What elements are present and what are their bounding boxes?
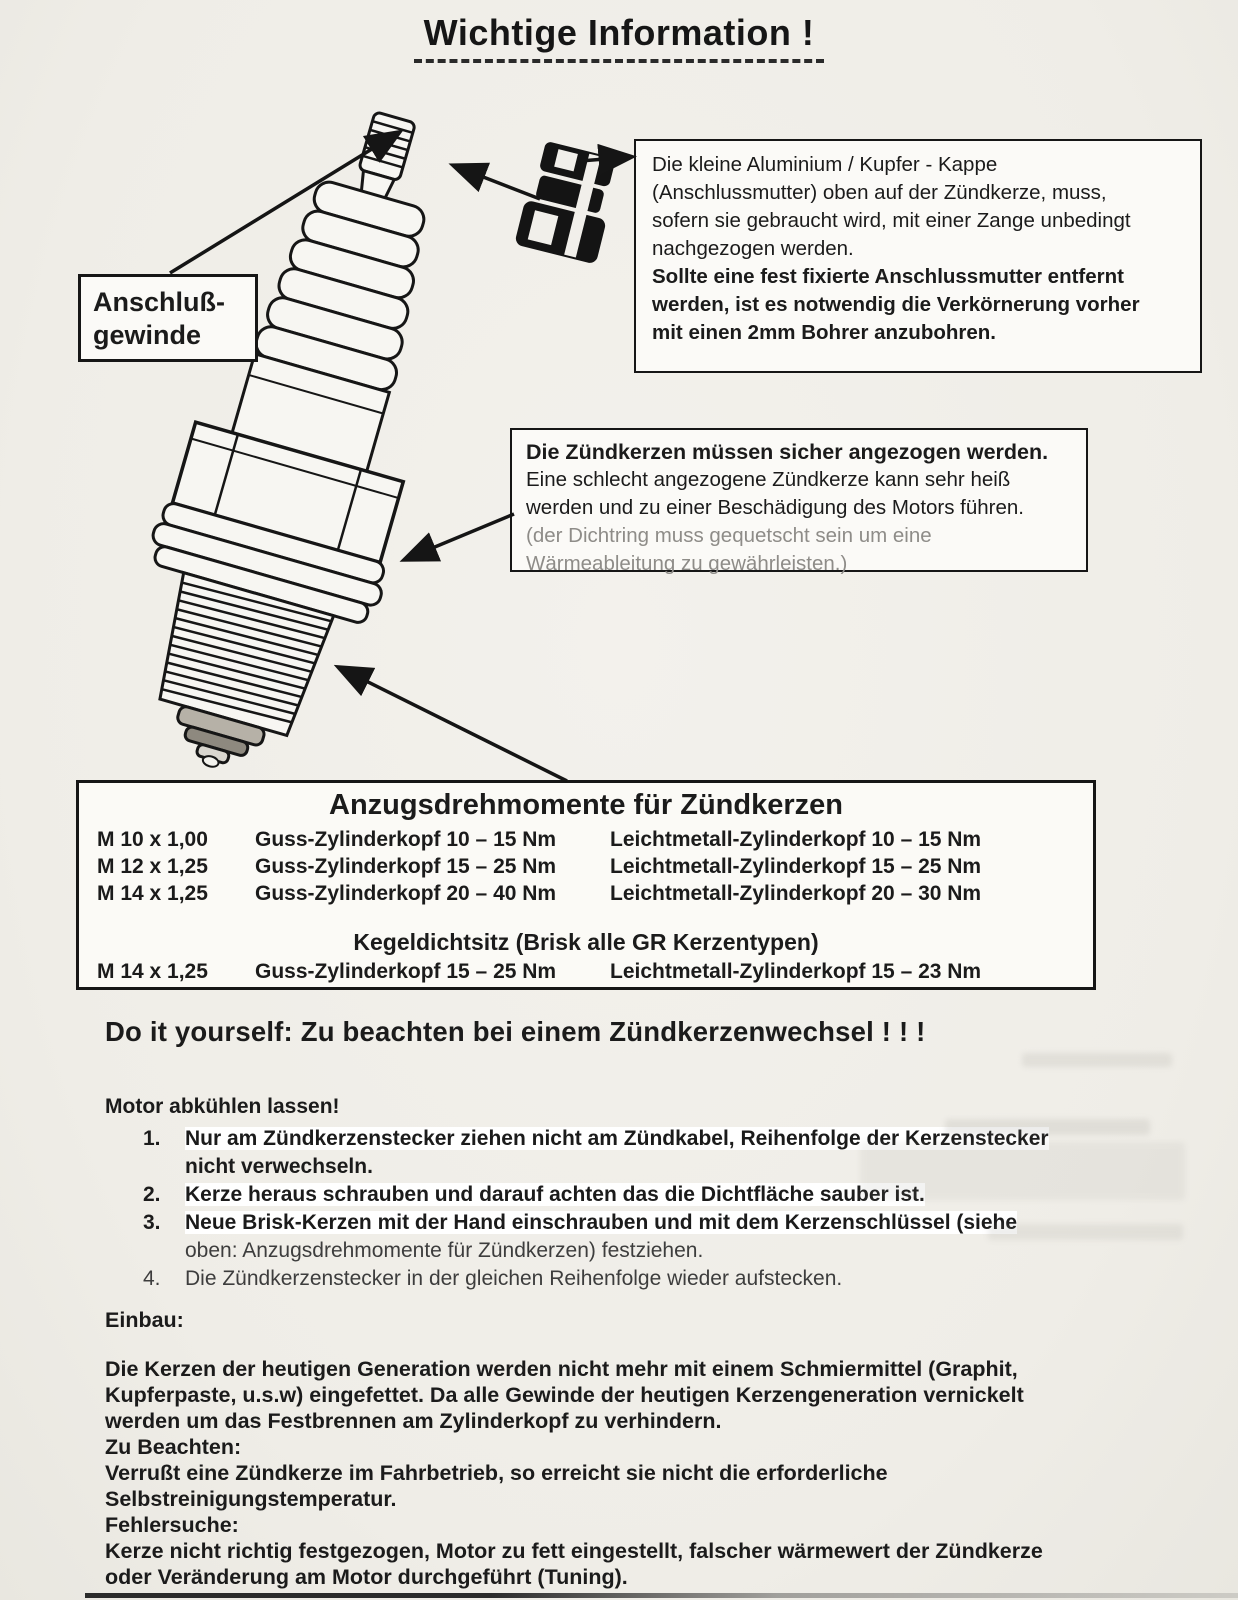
installation-line: Die Kerzen der heutigen Generation werden nicht mehr mit einem Schmiermittel (Graphit, [105,1357,1018,1381]
alloy-head-torque: Leichtmetall-Zylinderkopf 10 – 15 Nm [610,828,982,851]
scan-bleed-smudge [988,1224,1183,1240]
diy-intro: Motor abkühlen lassen! [105,1095,340,1118]
step-text: Kerze heraus schrauben und darauf achten das die Dichtfläche sauber ist. [185,1183,925,1206]
note-heading: Zu Beachten: [105,1435,242,1459]
scan-bleed-smudge [1022,1053,1172,1067]
cap-note-bold-line: mit einen 2mm Bohrer anzubohren. [652,321,996,344]
thread-label-line1: Anschluß- [93,287,225,317]
thread-size: M 10 x 1,00 [97,828,208,851]
step-number: 1. [143,1127,161,1150]
step-number: 3. [143,1211,161,1234]
cast-head-torque: Guss-Zylinderkopf 10 – 15 Nm [255,828,557,851]
tighten-note-faded-line: Wärmeableitung zu gewährleisten.) [526,552,848,575]
scan-bleed-smudge [860,1142,1185,1200]
tighten-note-box [510,428,1088,575]
torque-table-row [79,958,1093,985]
torque-table-row [79,853,1093,880]
cap-note-line: sofern sie gebraucht wird, mit einer Zange unbedingt [652,209,1131,232]
tighten-note-headline: Die Zündkerzen müssen sicher angezogen werden. [526,440,1049,464]
troubleshooting-line: oder Veränderung am Motor durchgeführt (Tuning). [105,1565,628,1589]
tighten-note-line: werden und zu einer Beschädigung des Motors führen. [526,496,1025,519]
diy-step-4 [105,1265,1115,1293]
step-number: 4. [143,1267,161,1290]
torque-table [76,780,1096,990]
tighten-note-faded-line: (der Dichtring muss gequetscht sein um eine [526,524,932,547]
page-title [0,12,1238,63]
installation-line: werden um das Festbrennen am Zylinderkopf zu verhindern. [105,1409,722,1433]
cap-note-line: Die kleine Aluminium / Kupfer - Kappe [652,153,998,176]
cast-head-torque: Guss-Zylinderkopf 15 – 25 Nm [255,855,557,878]
thread-size: M 14 x 1,25 [97,882,208,905]
cap-note-bold-line: Sollte eine fest fixierte Anschlussmutter entfernt [652,265,1124,288]
alloy-head-torque: Leichtmetall-Zylinderkopf 15 – 23 Nm [610,960,982,983]
torque-table-title: Anzugsdrehmomente für Zündkerzen [329,789,843,821]
torque-table-row [79,880,1093,907]
diy-heading: Do it yourself: Zu beachten bei einem Zündkerzenwechsel ! ! ! [105,1016,926,1047]
connector-cap-icon [498,140,638,272]
tighten-note-line: Eine schlecht angezogene Zündkerze kann sehr heiß [526,468,1011,491]
note-line: Selbstreinigungstemperatur. [105,1487,397,1511]
troubleshooting-line: Kerze nicht richtig festgezogen, Motor zu fett eingestellt, falscher wärmewert der Zündkerze [105,1539,1043,1563]
step-text: oben: Anzugsdrehmomente für Zündkerzen) festziehen. [185,1239,704,1262]
diy-step-3 [105,1209,1115,1265]
step-text: Nur am Zündkerzenstecker ziehen nicht am Zündkabel, Reihenfolge der Kerzenstecker [185,1127,1049,1150]
step-text: Neue Brisk-Kerzen mit der Hand einschrauben und mit dem Kerzenschlüssel (siehe [185,1211,1018,1234]
installation-line: Kupferpaste, u.s.w) eingefettet. Da alle Gewinde der heutigen Kerzengeneration vernickelt [105,1383,1024,1407]
cap-note-box [634,139,1202,373]
cast-head-torque: Guss-Zylinderkopf 20 – 40 Nm [255,882,557,905]
step-text: nicht verwechseln. [185,1155,373,1178]
note-line: Verrußt eine Zündkerze im Fahrbetrieb, so erreicht sie nicht die erforderliche [105,1461,888,1485]
installation-section [105,1307,1115,1590]
page-title-text: Wichtige Information ! [414,12,825,63]
cone-seat-heading: Kegeldichtsitz (Brisk alle GR Kerzentypen) [353,929,819,955]
cap-note-line: nachgezogen werden. [652,237,854,260]
scan-bleed-smudge [945,1119,1150,1135]
thread-label-line2: gewinde [93,319,202,350]
torque-table-row [79,826,1093,853]
cap-note-bold-line: werden, ist es notwendig die Verkörnerung vorher [652,293,1140,316]
troubleshooting-heading: Fehlersuche: [105,1513,239,1537]
alloy-head-torque: Leichtmetall-Zylinderkopf 15 – 25 Nm [610,855,982,878]
cast-head-torque: Guss-Zylinderkopf 15 – 25 Nm [255,960,557,983]
alloy-head-torque: Leichtmetall-Zylinderkopf 20 – 30 Nm [610,882,982,905]
thread-size: M 14 x 1,25 [97,960,208,983]
installation-heading: Einbau: [105,1308,184,1332]
thread-size: M 12 x 1,25 [97,855,208,878]
step-text: Die Zündkerzenstecker in der gleichen Reihenfolge wieder aufstecken. [185,1267,843,1290]
step-number: 2. [143,1183,161,1206]
cap-note-line: (Anschlussmutter) oben auf der Zündkerze, muss, [652,181,1107,204]
thread-label-box [78,274,258,362]
scan-edge-artifact [85,1593,1238,1598]
spark-plug-diagram [60,80,540,780]
